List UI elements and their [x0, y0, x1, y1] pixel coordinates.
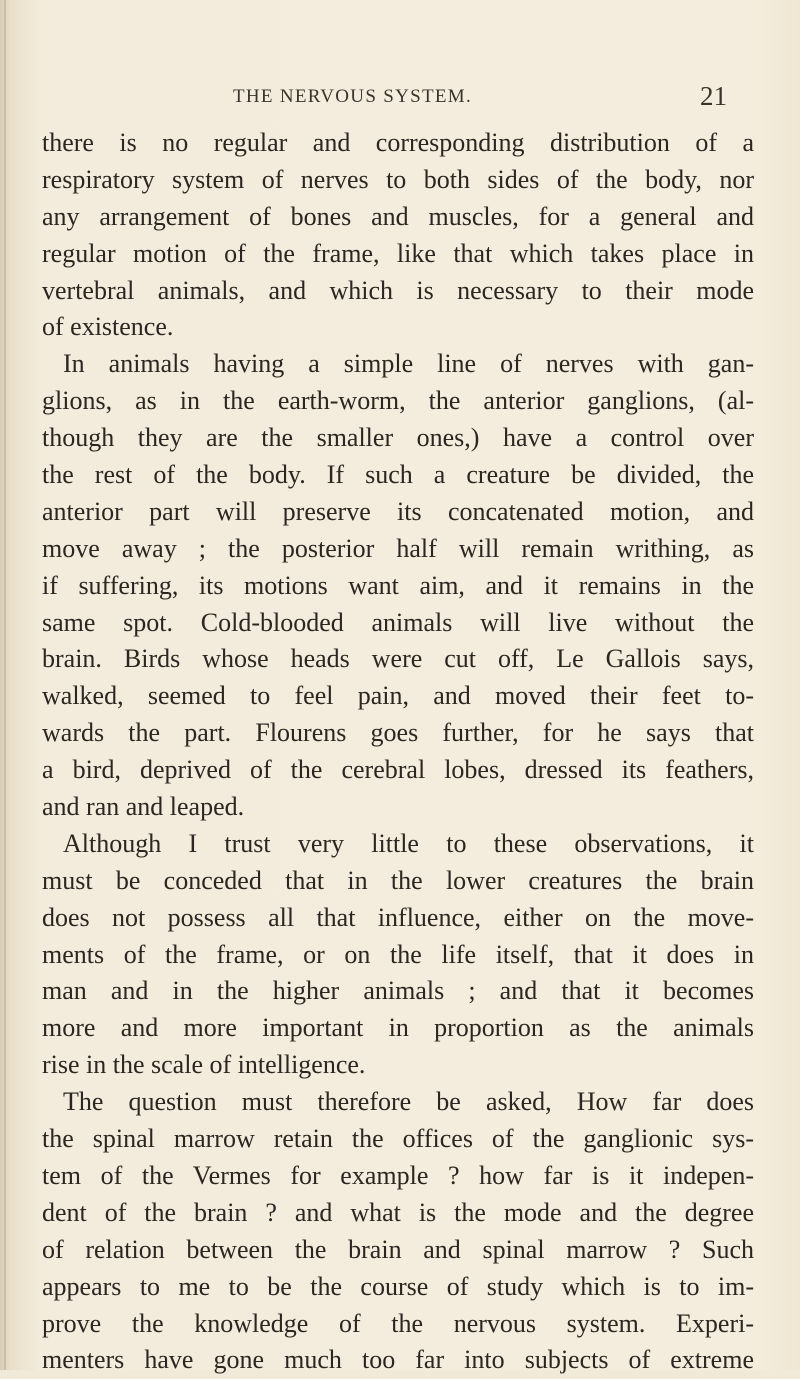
text-line: The question must therefore be asked, How far does: [63, 1087, 754, 1117]
text-line: man and in the higher animals ; and that it becomes: [42, 976, 754, 1006]
text-line: ments of the frame, or on the life itself, that it does in: [42, 939, 754, 969]
text-line: Although I trust very little to these observations, it: [63, 828, 754, 858]
page-number: 21: [700, 81, 727, 111]
text-line: of relation between the brain and spinal marrow ? Such: [42, 1234, 754, 1264]
text-line: a bird, deprived of the cerebral lobes, dressed its feathers,: [42, 755, 754, 785]
text-line: In animals having a simple line of nerves with gan-: [63, 349, 754, 379]
text-line: though they are the smaller ones,) have a control over: [42, 423, 754, 453]
text-line: wards the part. Flourens goes further, for he says that: [42, 718, 754, 748]
text-line: prove the knowledge of the nervous system. Experi-: [42, 1308, 754, 1338]
page-header: [0, 81, 800, 116]
text-line: does not possess all that influence, either on the move-: [42, 902, 754, 932]
text-line: dent of the brain ? and what is the mode and the degree: [42, 1197, 754, 1227]
text-line: regular motion of the frame, like that which takes place in: [42, 238, 754, 268]
text-line: more and more important in proportion as the animals: [42, 1013, 754, 1043]
text-line: anterior part will preserve its concatenated motion, and: [42, 496, 754, 526]
text-line: respiratory system of nerves to both sides of the body, nor: [42, 164, 754, 194]
text-line: there is no regular and corresponding distribution of a: [42, 128, 754, 157]
text-line: tem of the Vermes for example ? how far is it indepen-: [42, 1160, 754, 1190]
text-line: and ran and leaped.: [42, 792, 245, 822]
running-title: THE NERVOUS SYSTEM.: [233, 86, 473, 107]
body-text: [42, 125, 754, 1379]
text-line: walked, seemed to feel pain, and moved their feet to-: [42, 681, 754, 711]
text-line: the spinal marrow retain the offices of the ganglionic sys-: [42, 1124, 754, 1154]
text-line: rise in the scale of intelligence.: [42, 1050, 366, 1080]
text-line: menters have gone much too far into subjects of extreme: [42, 1345, 754, 1375]
page-gutter: [4, 0, 6, 1370]
text-line: must be conceded that in the lower creatures the brain: [42, 865, 754, 895]
text-line: of existence.: [42, 312, 174, 342]
text-line: move away ; the posterior half will remain writhing, as: [42, 533, 754, 563]
text-line: brain. Birds whose heads were cut off, Le Gallois says,: [42, 644, 754, 674]
text-line: same spot. Cold-blooded animals will live without the: [42, 607, 754, 637]
text-line: glions, as in the earth-worm, the anterior ganglions, (al-: [42, 386, 754, 416]
text-line: the rest of the body. If such a creature be divided, the: [42, 460, 754, 490]
text-line: appears to me to be the course of study which is to im-: [42, 1271, 754, 1301]
text-line: if suffering, its motions want aim, and it remains in the: [42, 570, 754, 600]
text-line: vertebral animals, and which is necessary to their mode: [42, 275, 754, 305]
text-line: any arrangement of bones and muscles, for a general and: [42, 201, 754, 231]
